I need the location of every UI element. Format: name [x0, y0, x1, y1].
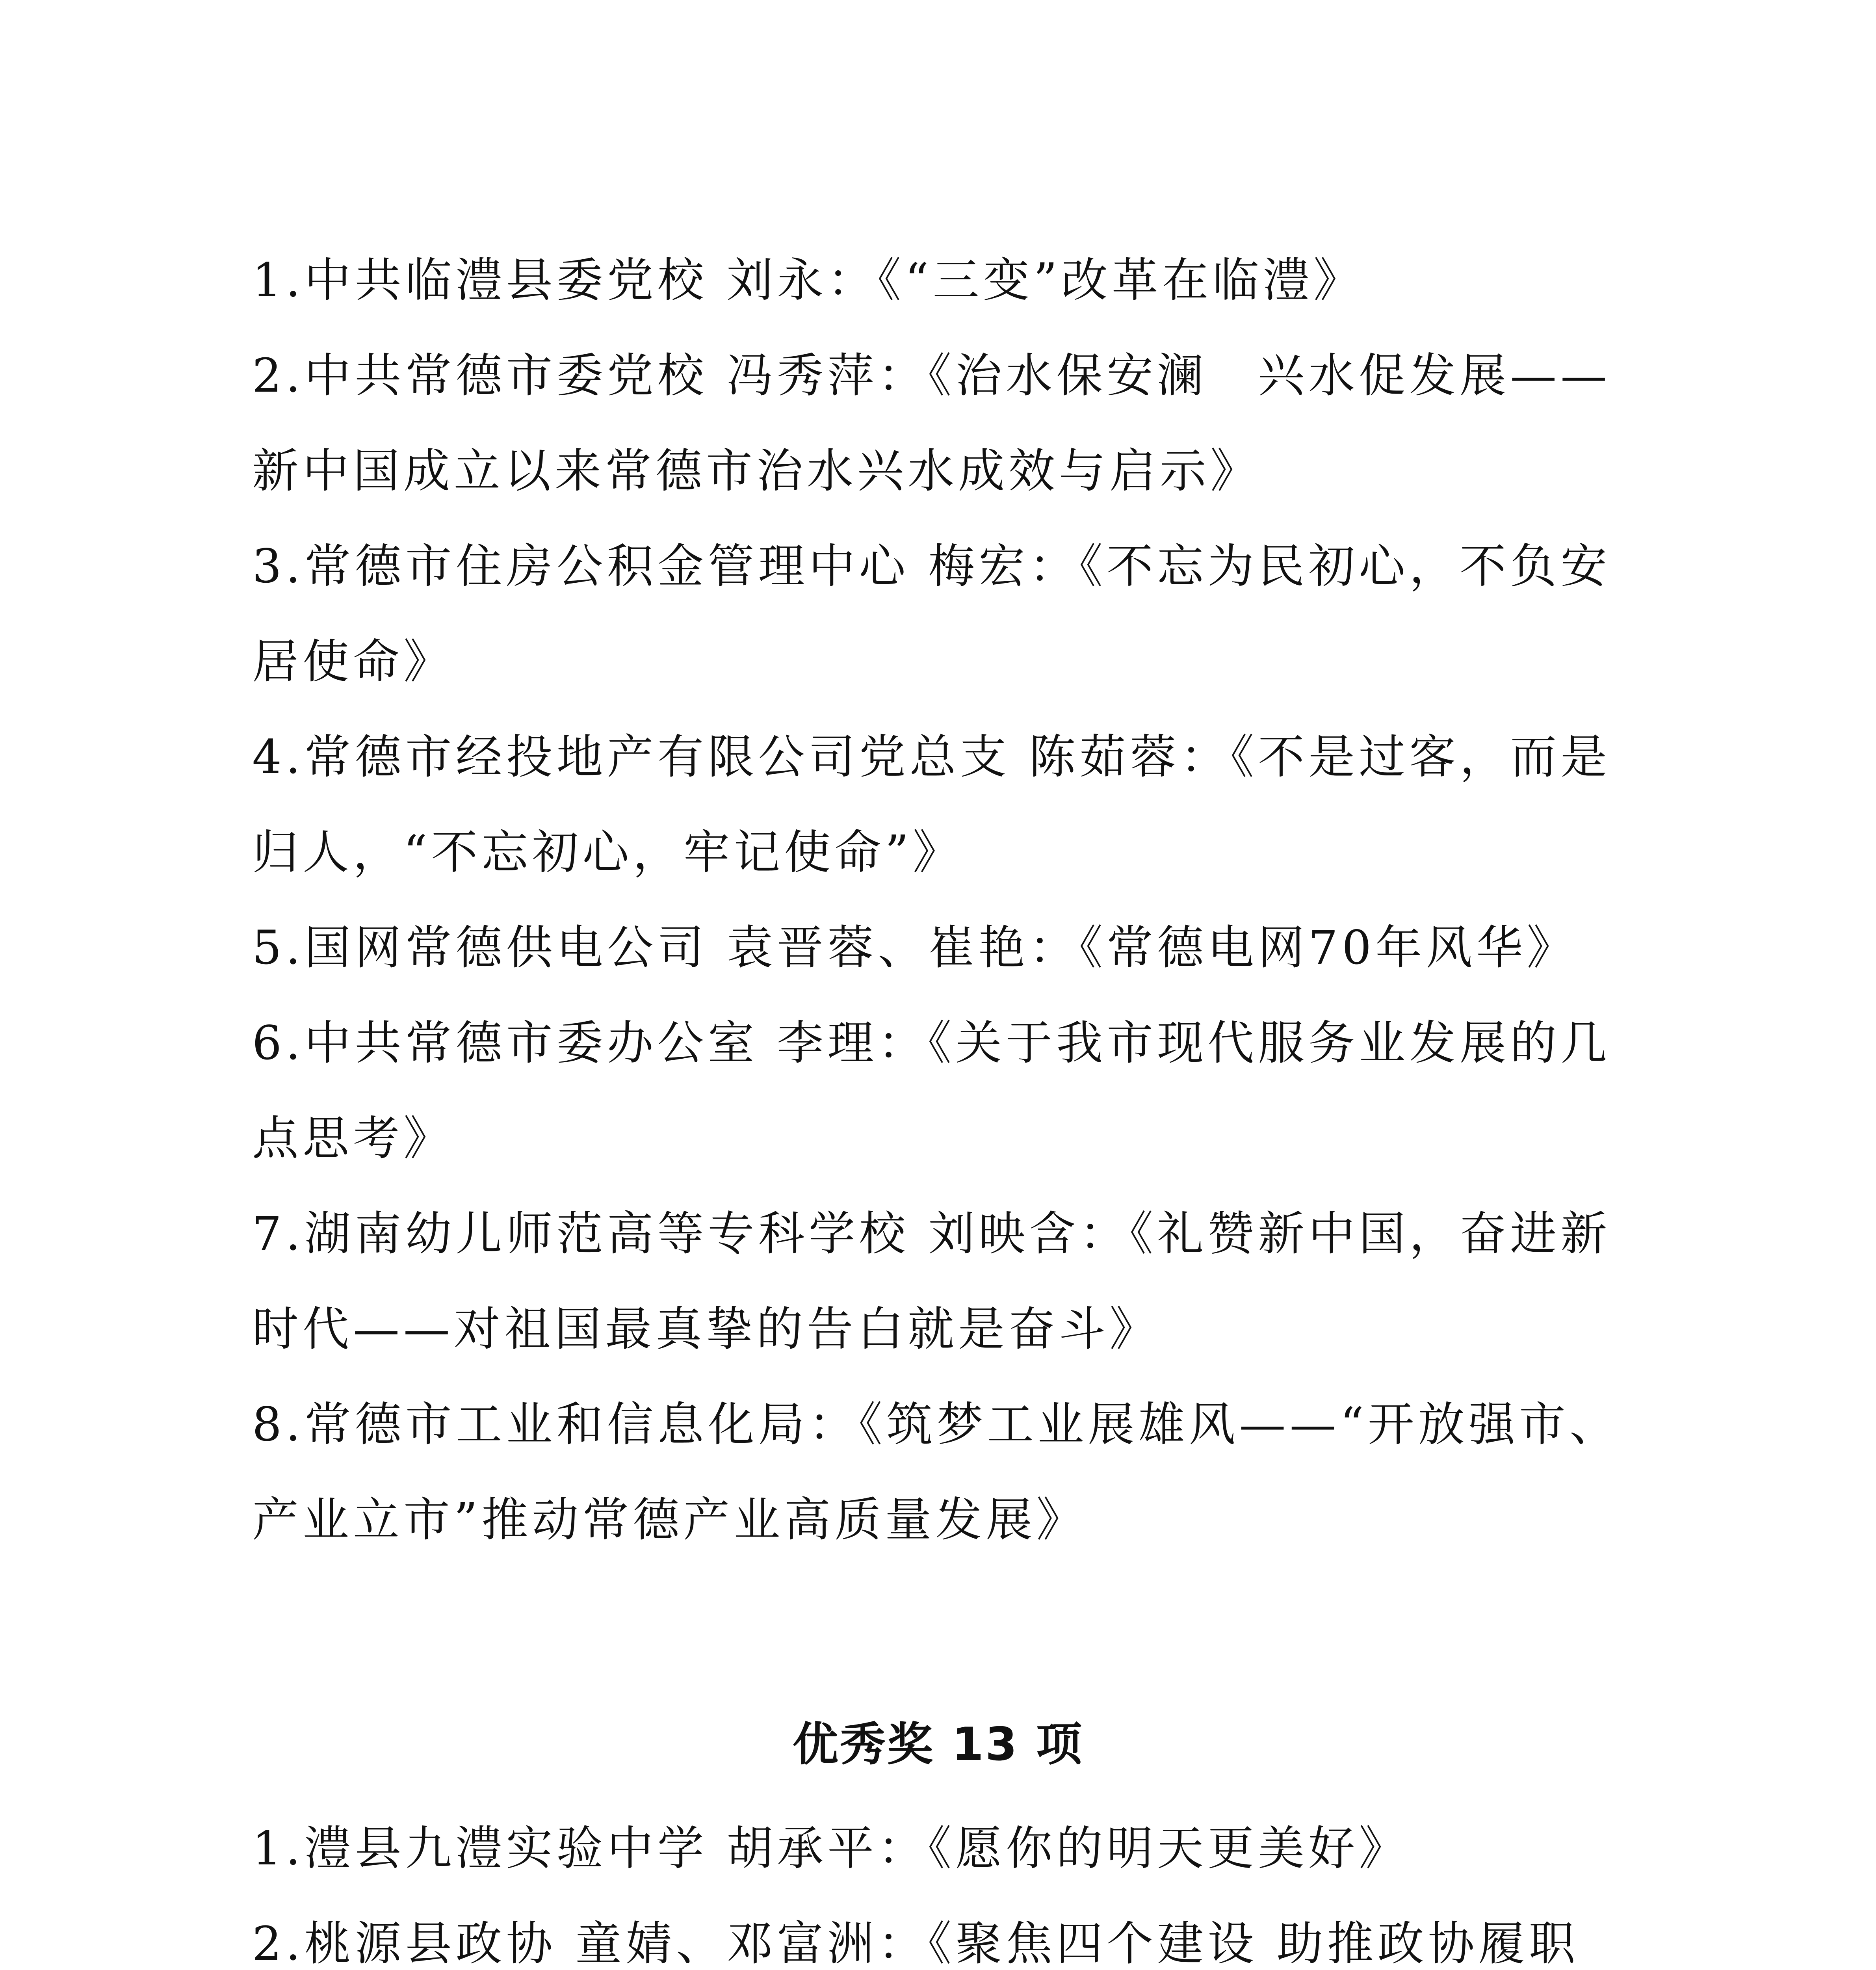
- award-entry-1: 1.中共临澧县委党校 刘永：《“三变”改革在临澧》: [252, 253, 1364, 307]
- award-entry-5: 5.国网常德供电公司 袁晋蓉、崔艳：《常德电网70年风华》: [252, 920, 1577, 975]
- award-list-first: [252, 232, 1623, 1567]
- award-entry-7: 7.湖南幼儿师范高等专科学校 刘映含：《礼赞新中国，奋进新时代——对祖国最真挚的告白就是奋斗》: [252, 1206, 1611, 1356]
- award-entry-8: 8.常德市工业和信息化局：《筑梦工业展雄风——“开放强市、产业立市”推动常德产业高质量发展》: [252, 1397, 1620, 1547]
- award-entry-2: 2.中共常德市委党校 冯秀萍：《治水保安澜 兴水促发展——新中国成立以来常德市治水兴水成效与启示》: [252, 348, 1611, 498]
- award-list-excellence: [252, 1801, 1623, 1970]
- excellence-entry-1: 1.澧县九澧实验中学 胡承平：《愿你的明天更美好》: [252, 1821, 1410, 1875]
- section-heading-excellence-award: 优秀奖 13 项: [792, 1718, 1084, 1771]
- award-entry-6: 6.中共常德市委办公室 李理：《关于我市现代服务业发展的几点思考》: [252, 1016, 1611, 1165]
- award-entry-3: 3.常德市住房公积金管理中心 梅宏：《不忘为民初心，不负安居使命》: [252, 539, 1611, 689]
- excellence-entry-2: 2.桃源县政协 童婧、邓富洲：《聚焦四个建设 助推政协履职: [252, 1916, 1579, 1970]
- award-entry-4: 4.常德市经投地产有限公司党总支 陈茹蓉：《不是过客，而是归人，“不忘初心，牢记使命”》: [252, 730, 1611, 879]
